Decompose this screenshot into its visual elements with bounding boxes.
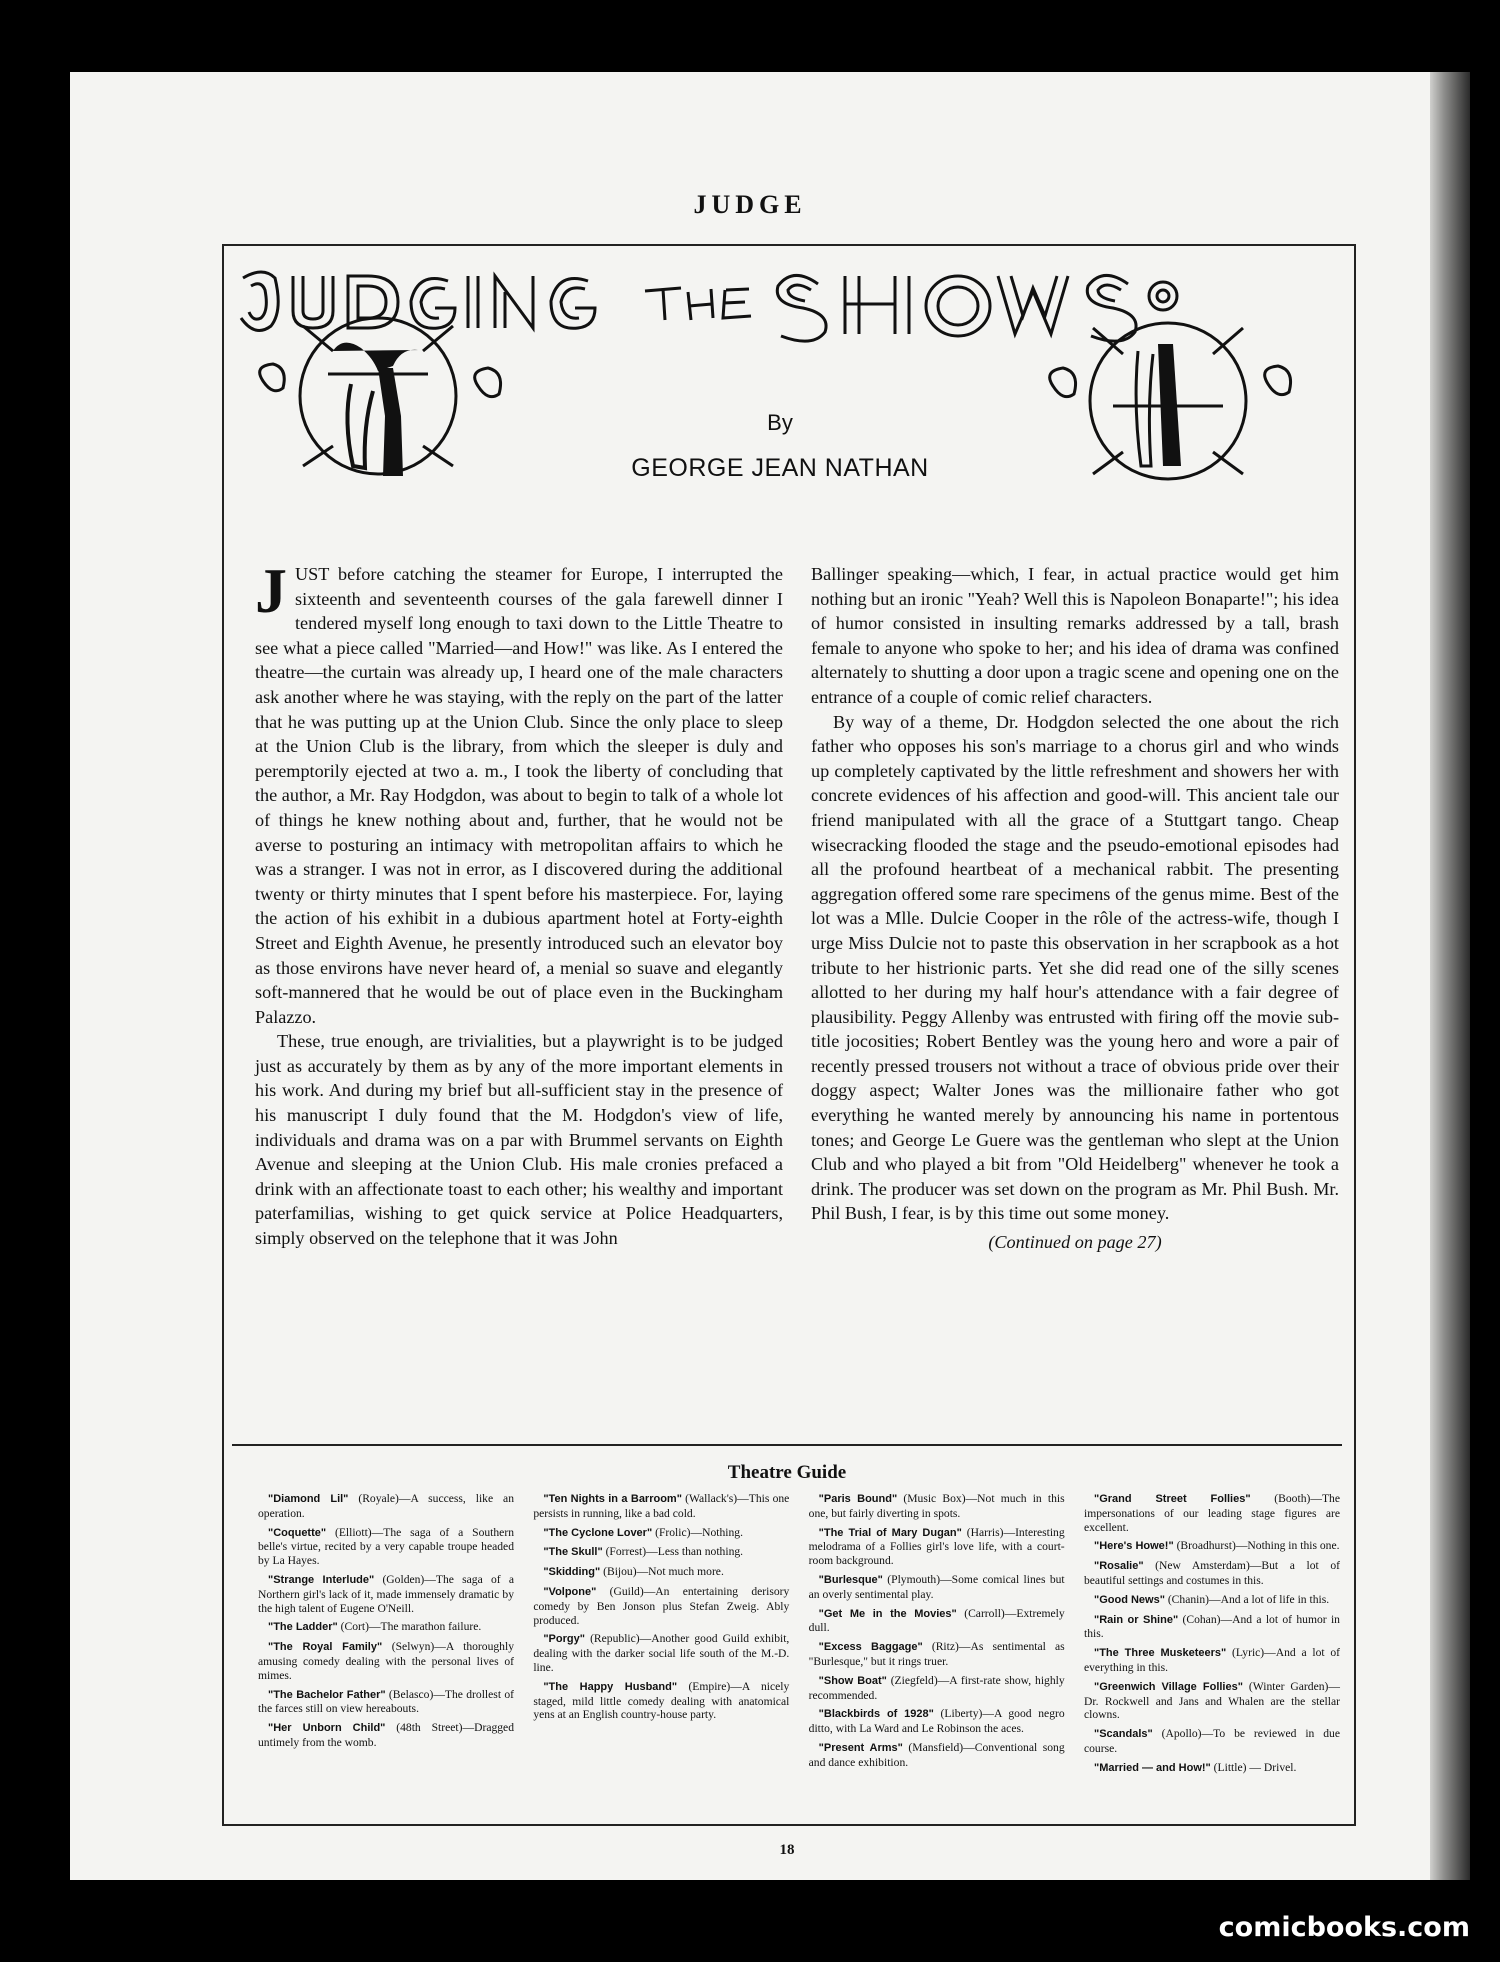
show-title: "Strange Interlude"	[268, 1573, 375, 1586]
show-title: "Volpone"	[543, 1585, 597, 1598]
theatre-guide-entry	[533, 1545, 789, 1560]
show-review: (Ziegfeld)—A first-rate show, highly recommended.	[808, 1673, 1065, 1702]
show-review: (Cort)—The marathon failure.	[337, 1620, 482, 1634]
article-column-left	[255, 555, 783, 1255]
paragraph-text: UST before catching the steamer for Europe, I interrupted the sixteenth and seventeenth courses of the gala farewell dinner I tendered myself long enough to taxi down to the Little Theatre to see what a piece called "Married—and How!" was like. As I entered the theatre—the curtain was already up, I heard one of the male characters ask another where he was staying, with the reply on the part of the latter that he was putting up at the Union Club. Since the only place to sleep at the Union Club is the library, from which the sleeper is duly and peremptorily ejected at two a. m., I took the liberty of concluding that the author, a Mr. Ray Hodgdon, was about to begin to talk of a whole lot of things he knew nothing about and, further, that he would not be averse to posturing an intimacy with metropolitan affairs to which he was a stranger. I was not in error, as I discovered during the additional twenty or thirty minutes that I spent before his masterpiece. For, laying the action of his exhibit in a dubious apartment hotel at Forty-eighth Street and Eighth Avenue, he presently introduced such an elevator boy as those environs have never heard of, a menial so suave and elegantly soft-mannered that he would be out of place even in the Buckingham Palazzo.	[255, 564, 783, 1027]
show-review: (Cohan)—And a lot of humor in this.	[1083, 1612, 1340, 1641]
show-title: "The Royal Family"	[268, 1641, 383, 1654]
theatre-guide-entry	[1084, 1613, 1340, 1642]
continued-note: (Continued on page 27)	[988, 1232, 1162, 1253]
theatre-guide-entry	[258, 1721, 514, 1750]
show-title: "Excess Baggage"	[818, 1641, 923, 1654]
show-title: "Porgy"	[543, 1633, 585, 1646]
show-title: "Present Arms"	[818, 1741, 903, 1754]
theatre-guide-title: Theatre Guide	[727, 1462, 847, 1483]
show-review: (Carroll)—Extremely dull.	[808, 1606, 1065, 1635]
byline	[560, 410, 1000, 483]
show-title: "Greenwich Village Follies"	[1093, 1680, 1243, 1693]
show-title: "Coquette"	[268, 1526, 327, 1539]
theatre-guide-entry	[1084, 1761, 1340, 1776]
masthead: JUDGE	[693, 190, 807, 219]
theatre-guide-entry	[533, 1492, 789, 1521]
left-dancer-medallion	[260, 318, 501, 476]
theatre-guide-entry	[258, 1620, 514, 1635]
show-review: (Harris)—Interesting melodrama of a Follies girl's love life, with a court-room background.	[808, 1525, 1065, 1568]
theatre-guide-entry	[1084, 1539, 1340, 1554]
show-title: "The Three Musketeers"	[1093, 1647, 1227, 1660]
show-title: "Good News"	[1093, 1593, 1165, 1606]
show-review: (Elliott)—The saga of a Southern belle's virtue, recited by a very capable troupe headed by La Hayes.	[258, 1525, 514, 1568]
show-review: (Republic)—Another good Guild exhibit, dealing with the darker social life south of the M.-D. line.	[533, 1632, 790, 1674]
show-review: (Wallack's)—This one persists in running, like a bad cold.	[533, 1492, 790, 1520]
drop-cap: J	[255, 555, 287, 626]
section-divider	[232, 1444, 1342, 1446]
show-title: "Diamond Lil"	[268, 1493, 349, 1505]
show-title: "The Cyclone Lover"	[543, 1526, 653, 1539]
theatre-guide-column	[533, 1492, 789, 1781]
page-number: 18	[779, 1842, 795, 1858]
show-title: "Grand Street Follies"	[1093, 1493, 1251, 1505]
theatre-guide-entry	[809, 1707, 1065, 1736]
theatre-guide-entry	[809, 1573, 1065, 1602]
show-review: (Empire)—A nicely staged, mild little comedy dealing with anatomical yens at an English country-house party.	[533, 1679, 790, 1722]
theatre-guide-entry	[258, 1640, 514, 1682]
show-review: (Mansfield)—Conventional song and dance exhibition.	[808, 1740, 1065, 1769]
author-name: GEORGE JEAN NATHAN	[631, 454, 929, 482]
theatre-guide-entry	[809, 1492, 1065, 1521]
theatre-guide-entry	[1084, 1559, 1340, 1588]
book-spine-shadow	[1430, 72, 1470, 1880]
show-title: "Ten Nights in a Barroom"	[543, 1493, 682, 1505]
theatre-guide-entry	[533, 1565, 789, 1580]
show-review: (Liberty)—A good negro ditto, with La Ward and Le Robinson the aces.	[808, 1707, 1065, 1736]
show-title: "Married — and How!"	[1093, 1761, 1211, 1774]
show-title: "Show Boat"	[818, 1674, 887, 1687]
theatre-guide-entry	[1084, 1727, 1340, 1756]
show-review: (Music Box)—Not much in this one, but fairly diverting in spots.	[808, 1492, 1065, 1520]
show-review: (Broadhurst)—Nothing in this one.	[1173, 1539, 1340, 1553]
byline-by: By	[767, 410, 793, 435]
theatre-guide-entry	[1084, 1593, 1340, 1608]
show-title: "The Happy Husband"	[543, 1680, 678, 1693]
show-review: (Guild)—An entertaining derisory comedy by Ben Jonson plus Stefan Zweig. Ably produced.	[533, 1584, 790, 1627]
show-review: (Chanin)—And a lot of life in this.	[1164, 1592, 1330, 1606]
theatre-guide-entry	[809, 1741, 1065, 1770]
theatre-guide-column	[1084, 1492, 1340, 1781]
theatre-guide	[258, 1492, 1340, 1781]
theatre-guide-entry	[809, 1674, 1065, 1703]
article-column-right	[811, 562, 1339, 1255]
article-paragraph	[255, 555, 783, 1029]
theatre-guide-entry	[533, 1585, 789, 1627]
theatre-guide-entry	[1084, 1680, 1340, 1722]
show-review: (New Amsterdam)—But a lot of beautiful settings and costumes in this.	[1083, 1559, 1340, 1587]
theatre-guide-entry	[533, 1680, 789, 1722]
show-review: (Little) — Drivel.	[1210, 1760, 1297, 1774]
show-title: "Here's Howe!"	[1093, 1540, 1174, 1553]
theatre-guide-entry	[1084, 1646, 1340, 1675]
show-title: "The Bachelor Father"	[268, 1688, 386, 1701]
show-review: (48th Street)—Dragged untimely from the womb.	[258, 1721, 515, 1749]
show-review: (Lyric)—And a lot of everything in this.	[1083, 1646, 1340, 1674]
show-title: "The Skull"	[543, 1546, 603, 1559]
title-banner-illustration	[233, 256, 1343, 546]
article-paragraph: These, true enough, are trivialities, but a playwright is to be judged just as accurately by them as by any of the more important elements in his work. And during my brief but all-sufficient stay in the presence of his manuscript I duly found that the M. Hodgdon's view of life, individuals and drama was on a par with Brummel servants on Eighth Avenue and sleeping at the Union Club. His male cronies prefaced a drink with an affectionate toast to each other; his wealthy and important paterfamilias, wishing to get quick service at Police Headquarters, simply observed on the telephone that it was John	[255, 1031, 783, 1249]
theatre-guide-entry	[258, 1526, 514, 1568]
show-review: (Ritz)—As sentimental as "Burlesque," but it rings truer.	[808, 1640, 1065, 1668]
show-title: "Scandals"	[1093, 1728, 1153, 1741]
show-title: "Blackbirds of 1928"	[818, 1708, 934, 1721]
show-title: "Burlesque"	[818, 1573, 883, 1586]
show-title: "Rain or Shine"	[1093, 1613, 1179, 1626]
theatre-guide-entry	[809, 1526, 1065, 1568]
show-title: "Skidding"	[543, 1566, 601, 1579]
show-title: "Her Unborn Child"	[268, 1722, 386, 1735]
show-review: (Belasco)—The drollest of the farces still on view hereabouts.	[258, 1687, 514, 1716]
show-title: "Paris Bound"	[818, 1493, 898, 1505]
theatre-guide-entry	[1084, 1492, 1340, 1534]
watermark: comicbooks.com	[1218, 1912, 1470, 1943]
theatre-guide-entry	[533, 1526, 789, 1541]
theatre-guide-entry	[533, 1632, 789, 1674]
show-review: (Selwyn)—A thoroughly amusing comedy dealing with the personal lives of mimes.	[258, 1640, 514, 1682]
show-review: (Golden)—The saga of a Northern girl's lack of it, made immensely dramatic by the high talent of Eugene O'Neill.	[258, 1572, 514, 1615]
theatre-guide-column	[809, 1492, 1065, 1781]
show-review: (Frolic)—Nothing.	[652, 1525, 743, 1539]
theatre-guide-entry	[258, 1688, 514, 1717]
show-review: (Bijou)—Not much more.	[600, 1565, 724, 1579]
article-body	[255, 555, 1339, 1255]
article-paragraph: By way of a theme, Dr. Hodgdon selected the one about the rich father who opposes his son's marriage to a chorus girl and who winds up completely captivated by the little refreshment and showers her with concrete evidences of his affection and good-will. This ancient tale our friend manipulated with all the grace of a Stuttgart tango. Cheap wisecracking flooded the stage and the pseudo-emotional episodes had all the profound heartbeat of a mechanical rabbit. The presenting aggregation offered some rare specimens of the genus mime. Best of the lot was a Mlle. Dulcie Cooper in the rôle of the actress-wife, though I urge Miss Dulcie not to paste this observation in her scrapbook as a hot tribute to her histrionic parts. Yet she did read one of the silly scenes allotted to her during my half hour's attendance with a fair degree of plausibility. Peggy Allenby was entrusted with firing off the movie sub-title jocosities; Robert Bentley was the young hero and wore a pair of recently pressed trousers not without a trace of obvious pride over their doggy aspect; Walter Jones was the millionaire father who got everything he wanted merely by announcing his name in portentous tones; and George Le Guere was the gentleman who slept at the Union Club and who played a bit from "Old Heidelberg" whenever he took a drink. The producer was set down on the program as Mr. Phil Bush. Mr. Phil Bush, I fear, is by this time out some money.	[811, 711, 1339, 1224]
article-paragraph: Ballinger speaking—which, I fear, in actual practice would get him nothing but an ironic "Yeah? Well this is Napoleon Bonaparte!"; his idea of humor consisted in insulting remarks addressed by a tall, brash female to anyone who spoke to her; and his idea of drama was confined alternately to shutting a door upon a tragic scene and opening one on the entrance of a couple of comic relief characters.	[811, 564, 1339, 707]
show-title: "Get Me in the Movies"	[818, 1607, 957, 1620]
show-review: (Winter Garden)—Dr. Rockwell and Jans and Whalen are the stellar clowns.	[1083, 1679, 1340, 1722]
show-review: (Apollo)—To be reviewed in due course.	[1083, 1727, 1340, 1755]
show-review: (Forrest)—Less than nothing.	[602, 1545, 744, 1559]
theatre-guide-entry	[809, 1607, 1065, 1636]
theatre-guide-entry	[258, 1573, 514, 1615]
show-review: (Royale)—A success, like an operation.	[258, 1492, 514, 1520]
show-title: "Rosalie"	[1093, 1560, 1144, 1573]
show-review: (Plymouth)—Some comical lines but an overly sentimental play.	[808, 1572, 1065, 1601]
theatre-guide-entry	[258, 1492, 514, 1521]
show-review: (Booth)—The impersonations of our leading stage figures are excellent.	[1083, 1492, 1340, 1534]
title-lettering-art	[241, 272, 1177, 341]
show-title: "The Ladder"	[268, 1621, 338, 1634]
show-title: "The Trial of Mary Dugan"	[818, 1526, 962, 1539]
right-dancer-medallion	[1050, 323, 1291, 479]
theatre-guide-entry	[809, 1640, 1065, 1669]
theatre-guide-column	[258, 1492, 514, 1781]
